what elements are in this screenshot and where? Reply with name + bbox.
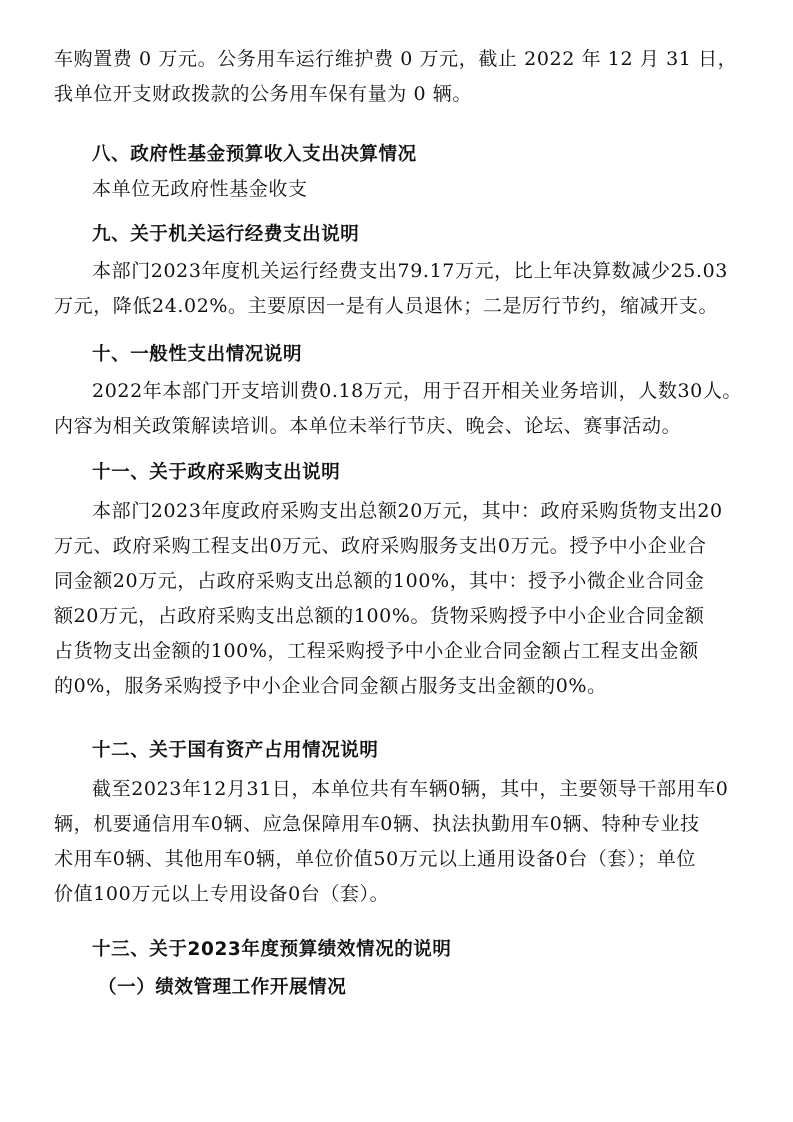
subheading-performance-management: （一）绩效管理工作开展情况: [98, 977, 347, 998]
text-line: 的0%，服务采购授予中小企业合同金额占服务支出金额的0%。: [54, 675, 607, 697]
heading-operating-costs: 九、关于机关运行经费支出说明: [92, 224, 360, 245]
section-10-body: [54, 374, 744, 444]
text-line: 万元，降低24.02%。主要原因一是有人员退休；二是厉行节约，缩减开支。: [54, 295, 719, 317]
section-13-heading: [54, 932, 744, 967]
text-line: 本单位无政府性基金收支: [92, 178, 308, 200]
section-12-heading: [54, 733, 744, 768]
section-10-heading: [54, 337, 744, 372]
heading-government-fund: 八、政府性基金预算收入支出决算情况: [92, 144, 417, 165]
section-8-heading: [54, 137, 744, 172]
heading-procurement: 十一、关于政府采购支出说明: [92, 462, 341, 483]
text-line: 车购置费 0 万元。公务用车运行维护费 0 万元，截止 2022 年 12 月 31 日，: [54, 48, 738, 70]
section-13-subheading: [54, 970, 744, 1005]
text-line: 本部门2023年度政府采购支出总额20万元，其中：政府采购货物支出20: [92, 500, 723, 522]
heading-general-expenses: 十、一般性支出情况说明: [92, 344, 303, 365]
text-line: 我单位开支财政拨款的公务用车保有量为 0 辆。: [54, 83, 472, 105]
section-12-body: [54, 772, 744, 912]
text-line: 内容为相关政策解读培训。本单位未举行节庆、晚会、论坛、赛事活动。: [54, 415, 682, 437]
text-line: 术用车0辆、其他用车0辆，单位价值50万元以上通用设备0台（套）；单位: [54, 848, 696, 870]
text-line: 辆，机要通信用车0辆、应急保障用车0辆、执法执勤用车0辆、特种专业技: [54, 813, 700, 835]
heading-state-assets: 十二、关于国有资产占用情况说明: [92, 740, 379, 761]
section-11-body: [54, 494, 744, 704]
text-line: 截至2023年12月31日，本单位共有车辆0辆，其中，主要领导干部用车0: [92, 778, 729, 800]
paragraph-vehicle-costs: [54, 42, 744, 112]
section-9-heading: [54, 217, 744, 252]
section-8-body: [54, 172, 744, 207]
text-line: 2022年本部门开支培训费0.18万元，用于召开相关业务培训，人数30人。: [92, 380, 743, 402]
text-line: 同金额20万元，占政府采购支出总额的100%，其中：授予小微企业合同金: [54, 570, 705, 592]
text-line: 本部门2023年度机关运行经费支出79.17万元，比上年决算数减少25.03: [92, 260, 728, 282]
heading-performance: 十三、关于2023年度预算绩效情况的说明: [92, 939, 452, 960]
text-line: 万元、政府采购工程支出0万元、政府采购服务支出0万元。授予中小企业合: [54, 535, 707, 557]
text-line: 价值100万元以上专用设备0台（套）。: [54, 883, 390, 905]
text-line: 额20万元，占政府采购支出总额的100%。货物采购授予中小企业合同金额: [54, 605, 705, 627]
section-9-body: [54, 254, 744, 324]
text-line: 占货物支出金额的100%，工程采购授予中小企业合同金额占工程支出金额: [54, 640, 699, 662]
section-11-heading: [54, 455, 744, 490]
